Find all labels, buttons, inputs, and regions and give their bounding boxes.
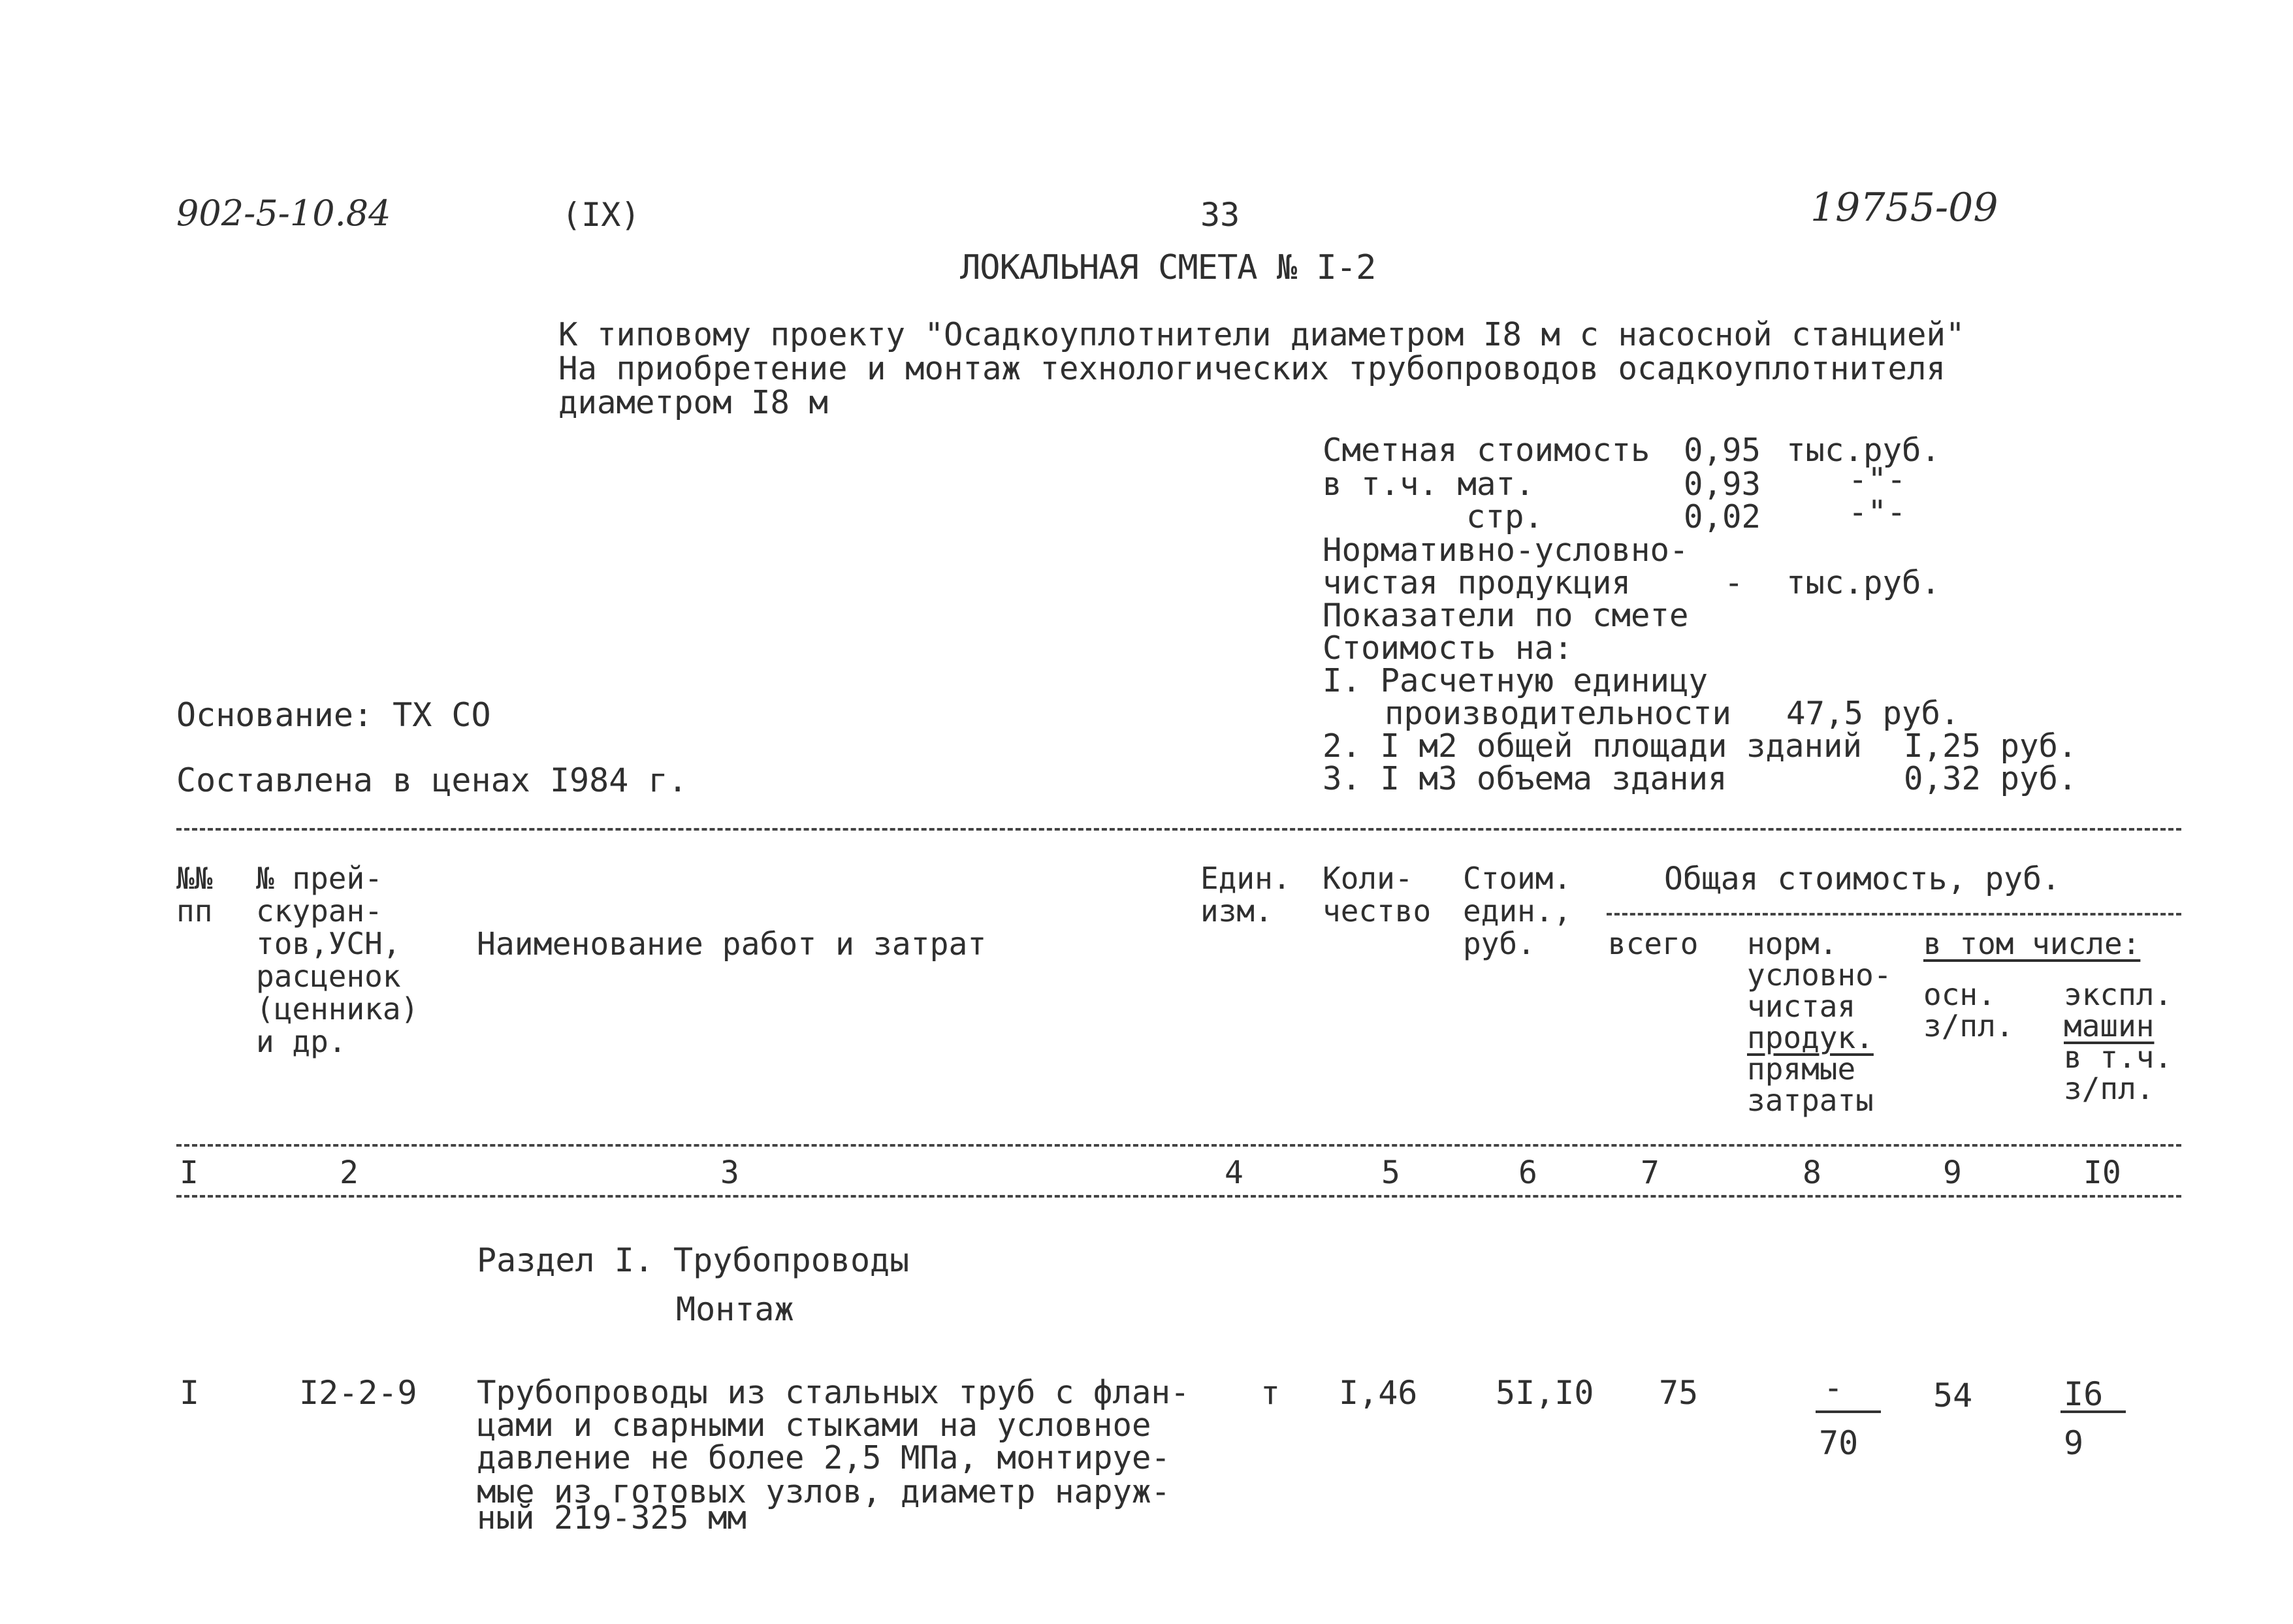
header-price-1: № прей- (256, 861, 383, 896)
header-incl: в том числе: (1923, 926, 2141, 961)
materials-ditto: -"- (1848, 461, 1906, 498)
header-norm-2: условно- (1747, 957, 1892, 993)
header-total: всего (1608, 926, 1699, 961)
construction-ditto: -"- (1848, 494, 1906, 531)
indicator-2-value: I,25 руб. (1904, 727, 2077, 765)
materials-label: в т.ч. мат. (1323, 466, 1535, 503)
basis-text: Основание: ТХ СО (176, 696, 491, 734)
document-code: 902-5-10.84 (176, 193, 391, 234)
normative-unit: тыс.руб. (1786, 564, 1941, 601)
row-name-line-1: Трубопроводы из стальных труб с флан- (477, 1374, 1190, 1411)
header-expl-2: машин (2064, 1008, 2155, 1043)
col-number-6: 6 (1518, 1154, 1537, 1191)
header-price-3: тов,УСН, (256, 926, 401, 961)
page-number: 33 (1200, 196, 1240, 234)
col-number-2: 2 (340, 1154, 359, 1191)
header-cost-1: Стоим. (1463, 861, 1572, 896)
column-numbers-rule (176, 1195, 2181, 1198)
header-bottom-rule (176, 1144, 2181, 1147)
normative-label-1: Нормативно-условно- (1323, 532, 1689, 569)
prices-year-text: Составлена в ценах I984 г. (176, 761, 688, 799)
document-title: ЛОКАЛЬНАЯ СМЕТА № I-2 (960, 248, 1376, 287)
project-line-3: диаметром I8 м (558, 384, 829, 421)
indicator-1-line-1: I. Расчетную единицу (1323, 662, 1708, 699)
row-unit-cost: 5I,I0 (1496, 1374, 1594, 1412)
normative-label-2: чистая продукция (1323, 564, 1631, 601)
normative-value: - (1724, 564, 1744, 601)
col-number-9: 9 (1943, 1154, 1962, 1191)
col-number-4: 4 (1225, 1154, 1243, 1191)
construction-label: стр. (1466, 498, 1544, 535)
estimated-cost-unit: тыс.руб. (1786, 432, 1941, 469)
row-norm-top: - (1823, 1369, 1844, 1407)
header-expl-3: в т.ч. (2064, 1040, 2173, 1075)
row-price-code: I2-2-9 (299, 1374, 417, 1412)
header-cost-3: руб. (1463, 926, 1535, 961)
header-qty-2: чество (1323, 893, 1432, 929)
col-number-10: I0 (2083, 1154, 2121, 1191)
header-qty-1: Коли- (1323, 861, 1413, 896)
row-total: 75 (1659, 1374, 1699, 1412)
header-num-2: пп (176, 893, 213, 929)
col-number-8: 8 (1803, 1154, 1821, 1191)
indicator-1-line-2: производительности (1385, 695, 1732, 732)
header-osn-1: осн. (1923, 977, 1996, 1012)
row-osn: 54 (1933, 1377, 1973, 1414)
row-name-line-3: давление не более 2,5 МПа, монтируе- (477, 1439, 1171, 1476)
header-num-1: №№ (176, 861, 213, 896)
header-expl-1: экспл. (2064, 977, 2173, 1012)
header-unit-2: изм. (1200, 893, 1273, 929)
col-number-7: 7 (1641, 1154, 1660, 1191)
row-expl-top: I6 (2064, 1375, 2104, 1413)
row-name-line-2: цами и сварными стыками на условное (477, 1407, 1151, 1444)
header-total-group: Общая стоимость, руб. (1664, 861, 2060, 897)
header-name: Наименование работ и затрат (477, 926, 987, 963)
header-unit-1: Един. (1200, 861, 1291, 896)
header-norm-6: затраты (1747, 1083, 1874, 1118)
col-number-5: 5 (1381, 1154, 1400, 1191)
cost-per-label: Стоимость на: (1323, 629, 1573, 667)
materials-value: 0,93 (1684, 466, 1761, 503)
row-norm-fraction-line (1816, 1410, 1881, 1413)
header-expl-4: з/пл. (2064, 1071, 2155, 1106)
section-title: Раздел I. Трубопроводы (477, 1241, 910, 1279)
indicator-1-value: 47,5 руб. (1786, 695, 1960, 732)
indicator-3-label: 3. I м3 объема здания (1323, 760, 1727, 797)
total-group-rule (1607, 913, 2181, 915)
header-norm-1: норм. (1747, 926, 1838, 961)
row-expl-bottom: 9 (2064, 1424, 2084, 1462)
estimated-cost-value: 0,95 (1684, 432, 1761, 469)
volume-number: (IX) (562, 196, 641, 234)
row-name-line-4: мые из готовых узлов, диаметр наруж- (477, 1473, 1171, 1510)
header-cost-2: един., (1463, 893, 1572, 929)
header-norm-3: чистая (1747, 989, 1856, 1024)
indicator-2-label: 2. I м2 общей площади зданий (1323, 727, 1863, 765)
row-number: I (180, 1374, 200, 1412)
header-norm-5: прямые (1747, 1051, 1856, 1087)
row-expl-fraction-line (2060, 1410, 2126, 1413)
indicators-label: Показатели по смете (1323, 597, 1689, 634)
header-price-2: скуран- (256, 893, 383, 929)
col-number-3: 3 (720, 1154, 739, 1191)
row-name-line-5: ный 219-325 мм (477, 1499, 747, 1536)
header-price-4: расценок (256, 959, 401, 994)
estimated-cost-label: Сметная стоимость (1323, 432, 1650, 469)
header-osn-2: з/пл. (1923, 1008, 2014, 1043)
row-unit: т (1260, 1374, 1281, 1412)
header-norm-4: продук. (1747, 1020, 1874, 1055)
col-number-1: I (180, 1154, 199, 1191)
project-line-1: К типовому проекту "Осадкоуплотнители диаметром I8 м с насосной станцией" (558, 316, 1965, 353)
indicator-3-value: 0,32 руб. (1904, 760, 2077, 797)
row-norm-bottom: 70 (1819, 1424, 1859, 1462)
table-top-rule (176, 828, 2181, 831)
row-quantity: I,46 (1339, 1374, 1418, 1412)
construction-value: 0,02 (1684, 498, 1761, 535)
inventory-number: 19755-09 (1810, 185, 1998, 231)
header-price-6: и др. (256, 1024, 347, 1059)
project-line-2: На приобретение и монтаж технологических трубопроводов осадкоуплотнителя (558, 350, 1946, 387)
section-subtitle: Монтаж (676, 1290, 794, 1328)
header-price-5: (ценника) (256, 991, 419, 1027)
